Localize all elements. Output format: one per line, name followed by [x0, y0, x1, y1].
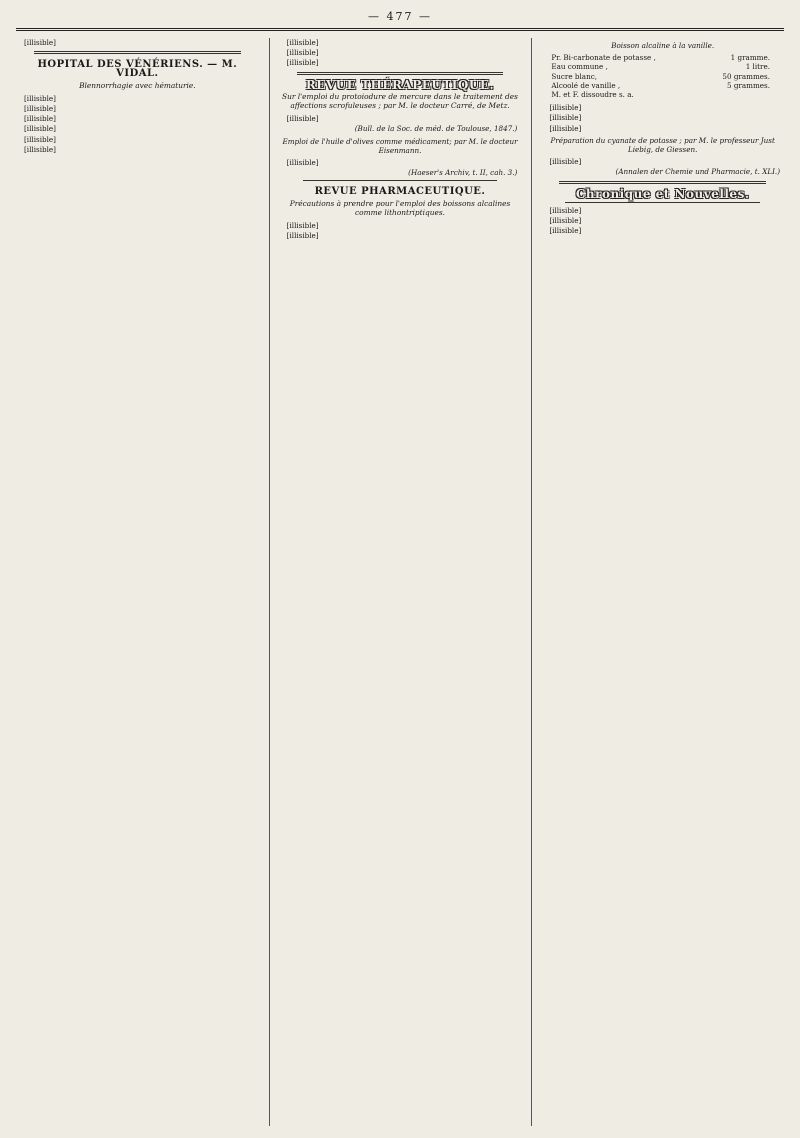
formula-quantity: 1 litre. [745, 62, 771, 72]
column-2 [269, 38, 522, 1126]
col3-paragraph: [illisible] [549, 205, 582, 215]
col3-paragraph: [illisible] [549, 216, 582, 226]
article-title-protoiodure: Sur l'emploi du protoiodure de mercure dans le traitement des affections scrofuleuses ; par M. le docteur Carré, de Metz. [282, 91, 518, 111]
col3-paragraph: [illisible] [549, 123, 582, 133]
col1-paragraph: [illisible] [24, 114, 56, 124]
formula-ingredient: Pr. Bi-carbonate de potasse , [551, 53, 656, 63]
formula-row [551, 53, 784, 62]
formula-row [551, 72, 784, 81]
formula-ingredient: Sucre blanc, [551, 71, 598, 81]
article-reference: (Bull. de la Soc. de méd. de Toulouse, 1847.) [354, 124, 518, 134]
col3-paragraph: [illisible] [549, 103, 582, 113]
section-title-chronique: Chronique et Nouvelles. [575, 186, 750, 201]
formula-row [551, 81, 784, 90]
col1-paragraph: [illisible] [24, 38, 56, 47]
section-rule [559, 181, 766, 184]
article-title-cyanate: Préparation du cyanate de potasse ; par M. le professeur Just Liebig, de Giessen. [550, 135, 775, 155]
col3-paragraph: [illisible] [549, 113, 582, 123]
formula-quantity: 1 gramme. [730, 53, 771, 63]
col2-paragraph: [illisible] [286, 38, 319, 47]
col1-paragraph: [illisible] [24, 93, 56, 103]
article-reference: (Haeser's Archiv, t. II, cah. 3.) [408, 168, 518, 178]
section-subtitle-hopital: Blennorrhagie avec hématurie. [79, 80, 196, 90]
col2-paragraph: [illisible] [286, 48, 319, 58]
col2-paragraph: [illisible] [286, 231, 319, 241]
col2-paragraph: [illisible] [286, 58, 319, 68]
col3-paragraph: [illisible] [549, 226, 582, 236]
formula-ingredient: Eau commune , [551, 62, 608, 72]
section-title-hopital: HOPITAL DES VÉNÉRIENS. — M. VIDAL. [37, 59, 238, 80]
section-rule [297, 72, 504, 75]
section-rule [303, 180, 498, 181]
formula-title: Boisson alcaline à la vanille. [611, 41, 715, 50]
col1-paragraph: [illisible] [24, 124, 56, 134]
section-rule [565, 202, 760, 203]
col2-paragraph: [illisible] [286, 221, 319, 231]
col1-paragraph: [illisible] [24, 144, 56, 154]
formula-quantity: 50 grammes. [722, 71, 771, 81]
column-1 [16, 38, 259, 1126]
page-number: — 477 — [368, 10, 432, 23]
formula-note: M. et F. dissoudre s. a. [551, 90, 634, 100]
header-rule [16, 28, 784, 31]
column-3 [531, 38, 784, 1126]
col2-paragraph: [illisible] [286, 114, 319, 124]
formula-ingredient: Alcoolé de vanille , [551, 80, 621, 90]
col3-paragraph: [illisible] [549, 157, 582, 167]
col1-paragraph: [illisible] [24, 134, 56, 144]
section-title-revue-therapeutique: REVUE THÉRAPEUTIQUE. [305, 77, 495, 92]
article-reference: (Annalen der Chemie und Pharmacie, t. XLI.) [615, 167, 781, 177]
col2-paragraph: [illisible] [286, 158, 319, 168]
formula-quantity: 5 grammes. [726, 80, 771, 90]
section-rule [34, 51, 241, 54]
formula-block [551, 53, 784, 99]
article-title-boissons-alcalines: Précautions à prendre pour l'emploi des boissons alcalines comme lithontriptiques. [289, 198, 511, 217]
article-title-huile-olives: Emploi de l'huile d'olives comme médicament; par M. le docteur Eisenmann. [282, 136, 518, 155]
col1-paragraph: [illisible] [24, 104, 56, 114]
formula-row [551, 62, 784, 71]
section-title-revue-pharmaceutique: REVUE PHARMACEUTIQUE. [314, 186, 486, 198]
newspaper-columns [16, 38, 784, 1126]
